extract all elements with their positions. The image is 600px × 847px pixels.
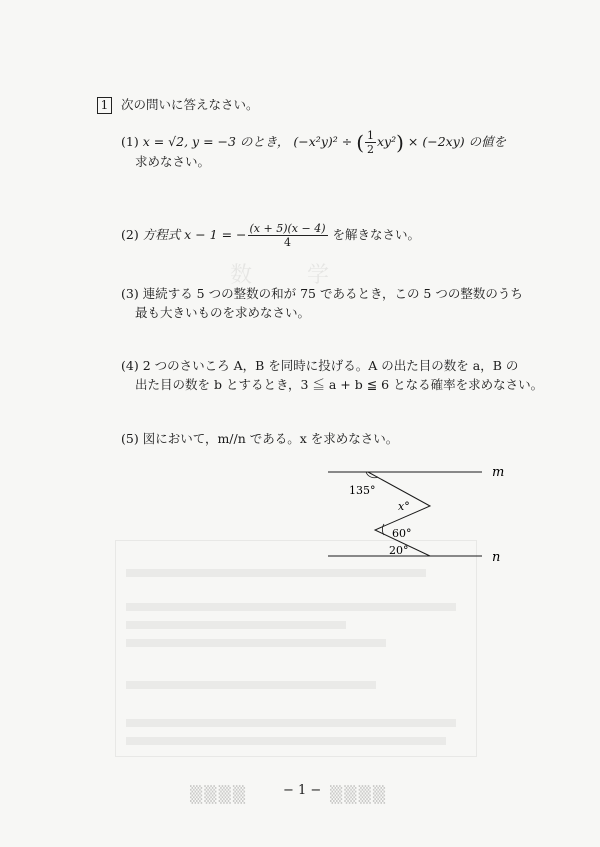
bleed-through-text: 数 学 <box>230 263 353 288</box>
q2-suffix: を解きなさい。 <box>332 227 420 242</box>
school-watermark-2: ▒▒▒▒ <box>330 785 388 804</box>
q3-line2: 最も大きいものを求めなさい。 <box>135 305 311 320</box>
question-instruction: 次の問いに答えなさい。 <box>121 97 259 112</box>
question-number-box: 1 <box>97 97 112 114</box>
label-n: n <box>492 550 501 565</box>
q4-line2: 出た目の数を b とするとき，3 ≦ a + b ≦ 6 となる確率を求めなさい。 <box>135 377 544 392</box>
q4-text-1: 2 つのさいころ A，B を同時に投げる。A の出た目の数を a，B の <box>142 358 519 373</box>
q1-line2: 求めなさい。 <box>135 154 211 169</box>
q1-expr-left: (−x²y)² ÷ <box>293 134 357 149</box>
q1-condition: x = √2, y = −3 のとき， <box>142 134 290 149</box>
angle-x-label: x° <box>398 500 410 513</box>
q2-prefix: 方程式 x − 1 = − <box>142 227 247 242</box>
angle-60-label: 60° <box>392 527 412 540</box>
q1-label: (1) <box>121 134 139 149</box>
q2-fraction: $\frac{(x + 5)(x - 4)}{4}$ <box>249 222 326 249</box>
angle-20-label: 20° <box>389 544 409 557</box>
school-watermark: ▒▒▒▒ <box>190 785 248 804</box>
q5-text: 図において，m//n である。x を求めなさい。 <box>142 431 399 446</box>
q3-text-1: 連続する 5 つの整数の和が 75 であるとき，この 5 つの整数のうち <box>142 286 523 301</box>
q1-line1: (1) x = √2, y = −3 のとき， (−x²y)² ÷ ( $\frac{1}{2}$ xy²) × (−2xy) の値を <box>121 129 507 156</box>
q1-expr-right: × (−2xy) の値を <box>403 134 507 149</box>
angle-135-label: 135° <box>349 484 376 497</box>
q4-label: (4) <box>121 358 139 373</box>
q1-fraction: $\frac{1}{2}$ <box>367 129 374 156</box>
label-m: m <box>492 465 505 480</box>
q5-label: (5) <box>121 431 139 446</box>
q1-expr-mid: xy² <box>377 134 397 149</box>
q2-label: (2) <box>121 227 139 242</box>
q3-label: (3) <box>121 286 139 301</box>
page-number: − 1 − <box>283 783 322 798</box>
